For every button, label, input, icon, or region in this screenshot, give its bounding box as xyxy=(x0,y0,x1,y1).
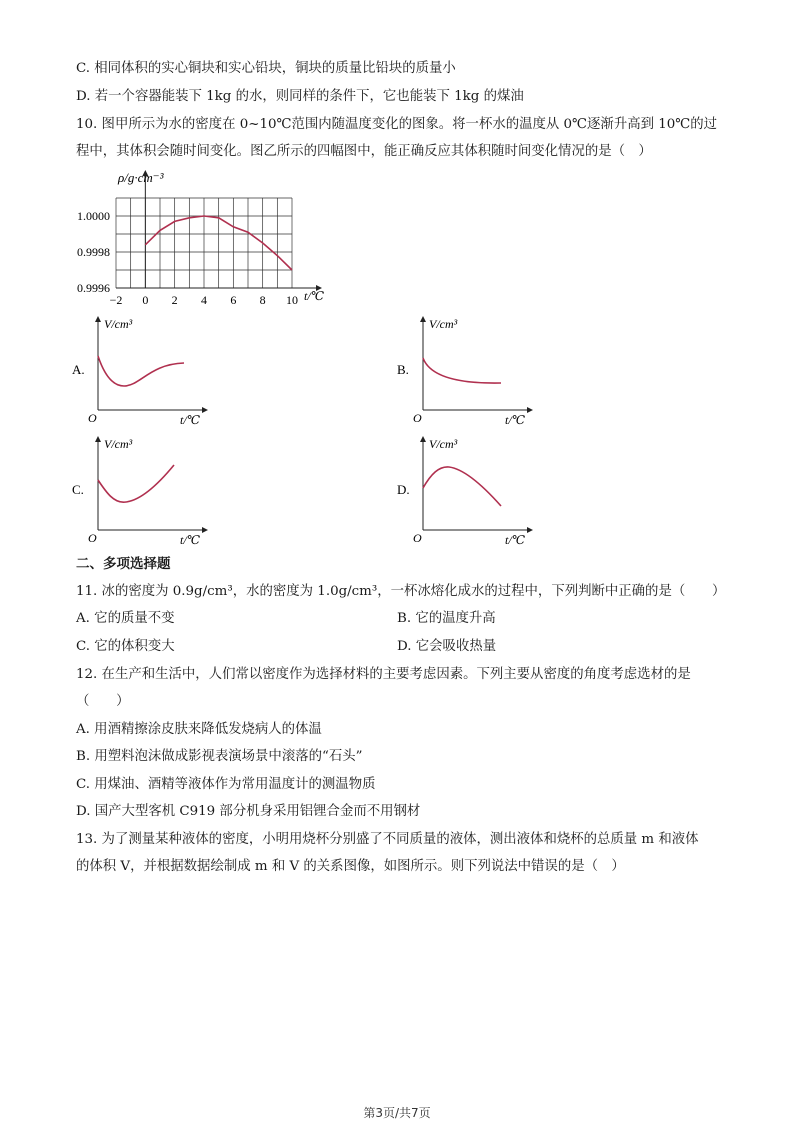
q12-stem-line2: （ ） xyxy=(76,694,130,709)
x-tick-label: 6 xyxy=(230,293,237,307)
q13-stem-line2: 的体积 V，并根据数据绘制成 m 和 V 的关系图像，如图所示。则下列说法中错误的是（ ） xyxy=(76,859,625,874)
q10-stem-line1: 10. 图甲所示为水的密度在 0~10℃范围内随温度变化的图象。将一杯水的温度从 0℃逐渐升高到 10℃的过 xyxy=(76,117,718,132)
graph-c-letter: C. xyxy=(72,482,84,497)
density-chart xyxy=(60,168,340,308)
y-tick-label: 1.0000 xyxy=(77,209,110,223)
graph-c-xlabel: t/℃ xyxy=(180,533,201,547)
density-chart-grid xyxy=(116,198,292,288)
q10-stem-line2: 程中，其体积会随时间变化。图乙所示的四幅图中，能正确反应其体积随时间变化情况的是（ ） xyxy=(76,144,652,159)
q11-option-c: C. 它的体积变大 xyxy=(76,639,175,654)
q9-option-d: D. 若一个容器能装下 1kg 的水，则同样的条件下，它也能装下 1kg 的煤油 xyxy=(76,89,524,104)
graph-b-letter: B. xyxy=(397,362,409,377)
graph-a-ylabel: V/cm³ xyxy=(104,317,133,331)
page-number: 第3页/共7页 xyxy=(363,1106,431,1120)
graph-b-origin: O xyxy=(413,411,422,425)
graph-d-xlabel: t/℃ xyxy=(505,533,526,547)
graph-b xyxy=(395,312,535,430)
graph-d-origin: O xyxy=(413,531,422,545)
graph-d xyxy=(395,432,535,550)
graph-b-curve xyxy=(423,358,501,383)
q11-option-a: A. 它的质量不变 xyxy=(76,611,175,626)
q11-option-d: D. 它会吸收热量 xyxy=(397,639,497,654)
graph-a-xlabel: t/℃ xyxy=(180,413,201,427)
x-tick-label: 4 xyxy=(201,293,207,307)
density-chart-y-ticks xyxy=(77,209,110,295)
q13-stem-line1: 13. 为了测量某种液体的密度，小明用烧杯分别盛了不同质量的液体，测出液体和烧杯的总质量 m 和液体 xyxy=(76,832,699,847)
q9-option-c: C. 相同体积的实心铜块和实心铅块，铜块的质量比铅块的质量小 xyxy=(76,61,456,76)
q11-option-b: B. 它的温度升高 xyxy=(397,611,496,626)
x-tick-label: 2 xyxy=(171,293,178,307)
graph-c-ylabel: V/cm³ xyxy=(104,437,133,451)
x-tick-label: 0 xyxy=(142,293,149,307)
graph-a xyxy=(70,312,210,430)
x-tick-label: −2 xyxy=(109,293,123,307)
graph-a-letter: A. xyxy=(72,362,85,377)
section-title: 二、多项选择题 xyxy=(76,556,171,572)
density-chart-x-ticks xyxy=(110,293,298,307)
graph-d-letter: D. xyxy=(397,482,410,497)
q12-stem-line1: 12. 在生产和生活中，人们常以密度作为选择材料的主要考虑因素。下列主要从密度的角度考虑选材的是 xyxy=(76,667,691,682)
q11-stem: 11. 冰的密度为 0.9g/cm³，水的密度为 1.0g/cm³，一杯冰熔化成水的过程中，下列判断中正确的是（ ） xyxy=(76,584,726,599)
y-tick-label: 0.9998 xyxy=(77,245,110,259)
graph-d-ylabel: V/cm³ xyxy=(429,437,458,451)
q12-option-b: B. 用塑料泡沫做成影视表演场景中滚落的“石头” xyxy=(76,749,363,764)
density-chart-ylabel: ρ/g·cm⁻³ xyxy=(118,170,164,185)
density-chart-xlabel: t/℃ xyxy=(304,289,325,303)
graph-b-xlabel: t/℃ xyxy=(505,413,526,427)
graph-a-origin: O xyxy=(88,411,97,425)
graph-b-ylabel: V/cm³ xyxy=(429,317,458,331)
graph-c xyxy=(70,432,210,550)
q12-option-d: D. 国产大型客机 C919 部分机身采用铝锂合金而不用钢材 xyxy=(76,804,421,819)
y-tick-label: 0.9996 xyxy=(77,281,110,295)
graph-d-curve xyxy=(423,467,501,506)
q12-option-c: C. 用煤油、酒精等液体作为常用温度计的测温物质 xyxy=(76,777,376,792)
graph-a-curve xyxy=(98,356,184,386)
graph-c-curve xyxy=(98,465,174,502)
graph-c-origin: O xyxy=(88,531,97,545)
x-tick-label: 10 xyxy=(286,293,298,307)
q12-option-a: A. 用酒精擦涂皮肤来降低发烧病人的体温 xyxy=(76,722,322,737)
x-tick-label: 8 xyxy=(259,293,266,307)
